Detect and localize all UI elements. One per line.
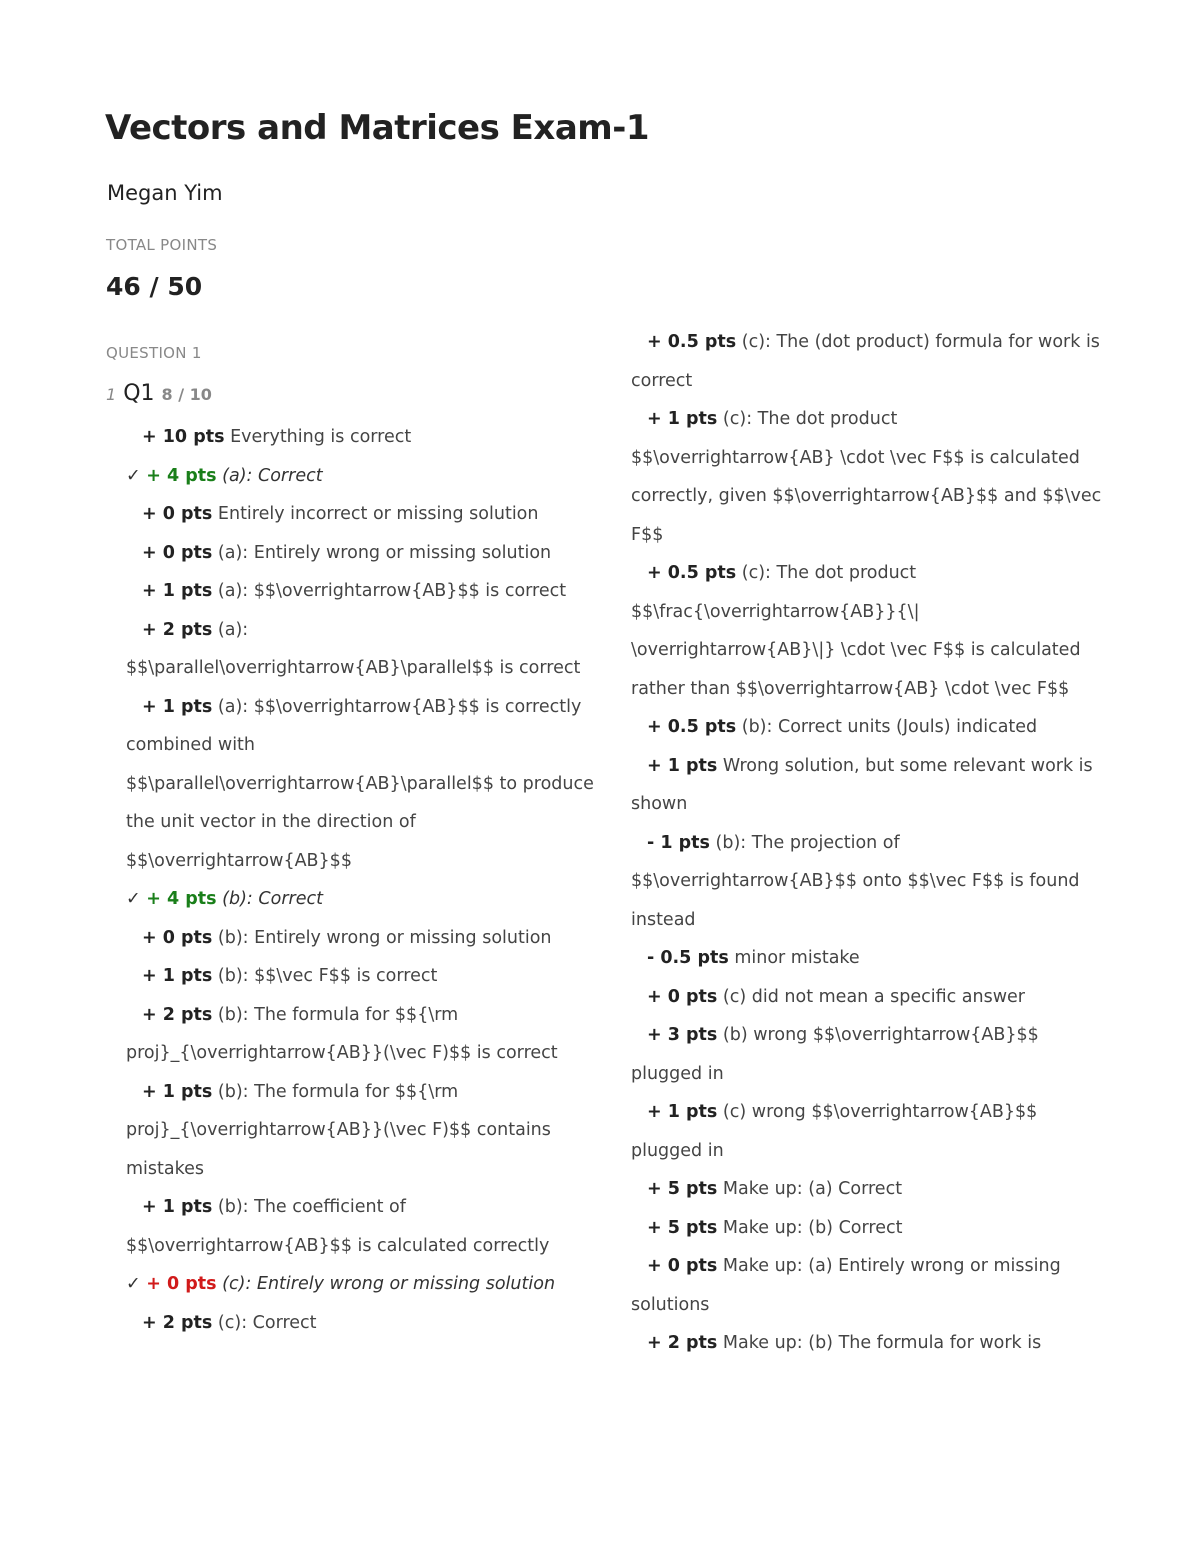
rubric-column-right [631, 323, 1106, 1363]
rubric-item: + 1 pts (b): $$\vec F$$ is correct [142, 966, 438, 986]
check-icon: ✓ [126, 889, 141, 909]
total-points-value: 46 / 50 [106, 272, 203, 301]
rubric-item-selected: ✓ + 4 pts (b): Correct [126, 889, 323, 909]
rubric-item-selected: ✓ + 0 pts (c): Entirely wrong or missing solution [126, 1274, 556, 1294]
rubric-item: + 1 pts (b): The formula for $${\rm proj}_{\overrightarrow{AB}}(\vec F)$$ contains mistakes [126, 1081, 551, 1179]
rubric-item: + 0 pts Make up: (a) Entirely wrong or missing solutions [631, 1256, 1061, 1315]
rubric-item: + 0 pts (b): Entirely wrong or missing solution [142, 927, 552, 948]
rubric-item: + 10 pts Everything is correct [142, 427, 412, 447]
rubric-item: + 0 pts (c) did not mean a specific answer [647, 986, 1025, 1007]
total-points-label: TOTAL POINTS [106, 236, 218, 254]
page-title: Vectors and Matrices Exam-1 [105, 108, 649, 148]
rubric-item: + 1 pts (b): The coefficient of $$\overrightarrow{AB}$$ is calculated correctly [126, 1197, 550, 1256]
rubric-item: + 1 pts (c): The dot product $$\overrightarrow{AB} \cdot \vec F$$ is calculated correctly, given $$\overrightarrow{AB}$$ and $$\vec F$$ [631, 409, 1102, 545]
rubric-item: - 0.5 pts minor mistake [647, 948, 860, 968]
question-label: QUESTION 1 [106, 344, 202, 362]
check-icon: ✓ [126, 465, 141, 486]
question-name: Q1 [123, 381, 155, 406]
question-number: 1 [106, 385, 117, 404]
rubric-item: + 1 pts (a): $$\overrightarrow{AB}$$ is correctly combined with $$\parallel\overrightarrow{AB}\parallel$$ to produce the unit vector in the direction of $$\overrightarrow{AB}$$ [126, 696, 594, 871]
rubric-item: + 5 pts Make up: (b) Correct [647, 1217, 903, 1238]
rubric-item: + 2 pts (b): The formula for $${\rm proj}_{\overrightarrow{AB}}(\vec F)$$ is correct [126, 1004, 558, 1063]
rubric-item: - 1 pts (b): The projection of $$\overrightarrow{AB}$$ onto $$\vec F$$ is found instead [631, 832, 1080, 930]
rubric-item: + 0 pts (a): Entirely wrong or missing solution [142, 542, 552, 563]
rubric-item: + 0.5 pts (c): The (dot product) formula for work is correct [631, 332, 1100, 391]
question-score: 8 / 10 [161, 385, 212, 404]
question-heading [106, 381, 212, 406]
rubric-item: + 1 pts Wrong solution, but some relevant work is shown [631, 755, 1093, 814]
rubric-item: + 2 pts (a): $$\parallel\overrightarrow{AB}\parallel$$ is correct [126, 619, 581, 678]
rubric-item: + 2 pts Make up: (b) The formula for work is [647, 1333, 1042, 1353]
rubric-item: + 5 pts Make up: (a) Correct [647, 1179, 903, 1199]
rubric-item: + 1 pts (a): $$\overrightarrow{AB}$$ is correct [142, 581, 567, 601]
rubric-item: + 0 pts Entirely incorrect or missing solution [142, 504, 539, 524]
student-name: Megan Yim [107, 181, 223, 205]
rubric-item: + 3 pts (b) wrong $$\overrightarrow{AB}$$ plugged in [631, 1025, 1039, 1084]
check-icon: ✓ [126, 1274, 141, 1294]
rubric-item: + 0.5 pts (b): Correct units (Jouls) indicated [647, 717, 1038, 737]
rubric-item-selected: ✓ + 4 pts (a): Correct [126, 465, 323, 486]
rubric-column-left [126, 418, 596, 1342]
rubric-item: + 0.5 pts (c): The dot product $$\frac{\overrightarrow{AB}}{\| \overrightarrow{AB}\|} \cdot \vec F$$ is calculated rather than $$\overrightarrow{AB} \cdot \vec F$$ [631, 563, 1081, 699]
rubric-item: + 2 pts (c): Correct [142, 1312, 317, 1333]
rubric-item: + 1 pts (c) wrong $$\overrightarrow{AB}$$ plugged in [631, 1102, 1038, 1161]
